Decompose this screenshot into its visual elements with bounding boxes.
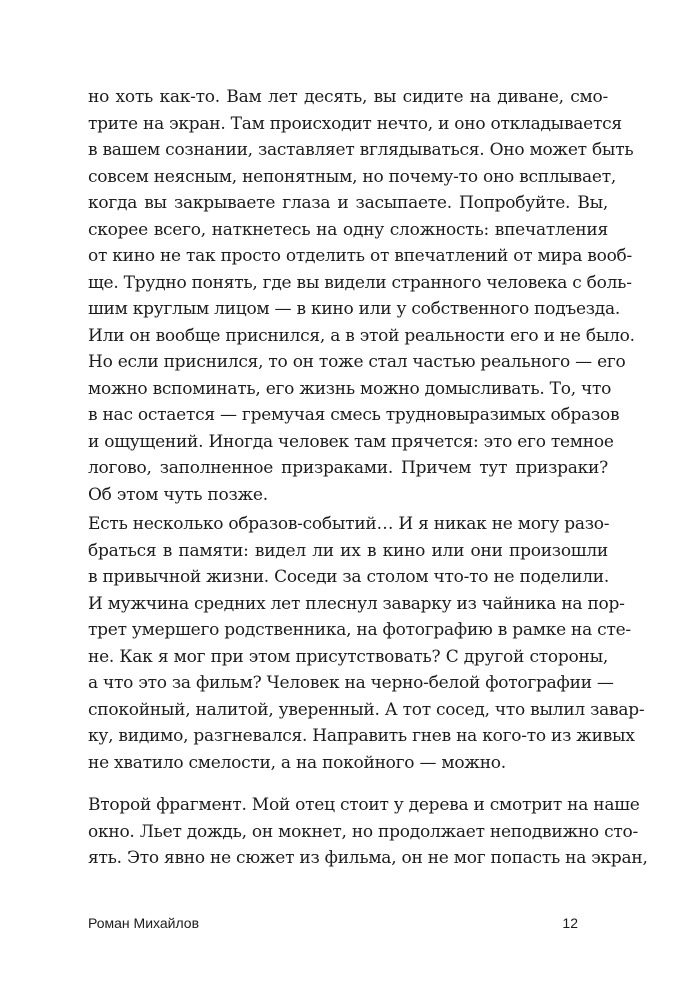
text-line: и ощущений. Иногда человек там прячется: это его темное <box>88 431 614 452</box>
text-line: не хватило смелости, а на покойного — можно. <box>88 752 506 773</box>
text-line: от кино не так просто отделить от впечатлений от мира вооб- <box>88 246 633 266</box>
paragraph-1 <box>88 84 635 508</box>
text-line: браться в памяти: видел ли их в кино или они произошли <box>88 540 608 561</box>
text-line: ку, видимо, разгневался. Направить гнев на кого-то из живых <box>88 726 635 746</box>
page-number: 12 <box>562 915 578 931</box>
text-line: можно вспоминать, его жизнь можно домысливать. То, что <box>88 378 612 399</box>
text-line: в вашем сознании, заставляет вглядываться. Оно может быть <box>88 140 634 160</box>
text-line: но хоть как-то. Вам лет десять, вы сидите на диване, смо- <box>88 87 608 107</box>
text-line: спокойный, налитой, уверенный. А тот сосед, что вылил завар- <box>88 699 645 720</box>
text-line: Есть несколько образов-событий… И я никак не могу разо- <box>88 514 610 534</box>
text-line: в нас остается — гремучая смесь трудновыразимых образов <box>88 405 620 425</box>
paragraph-2 <box>88 511 645 776</box>
text-line: ще. Трудно понять, где вы видели странного человека с боль- <box>88 272 632 293</box>
text-line: Второй фрагмент. Мой отец стоит у дерева и смотрит на наше <box>88 795 640 815</box>
text-line: окно. Льет дождь, он мокнет, но продолжает неподвижно сто- <box>88 821 638 842</box>
text-line: трите на экран. Там происходит нечто, и оно откладывается <box>88 113 622 134</box>
text-line: ять. Это явно не сюжет из фильма, он не мог попасть на экран, <box>88 848 648 868</box>
text-line: Или он вообще приснился, а в этой реальности его и не было. <box>88 325 635 346</box>
running-footer-author: Роман Михайлов <box>88 915 200 931</box>
text-line: а что это за фильм? Человек на черно-белой фотографии — <box>88 673 614 693</box>
text-line: когда вы закрываете глаза и засыпаете. Попробуйте. Вы, <box>88 193 608 213</box>
text-line: И мужчина средних лет плеснул заварку из чайника на пор- <box>88 593 625 614</box>
text-line: совсем неясным, непонятным, но почему-то оно всплывает, <box>88 166 617 187</box>
text-line: логово, заполненное призраками. Причем тут призраки? <box>88 458 608 478</box>
paragraph-3 <box>88 792 648 872</box>
text-line: скорее всего, наткнетесь на одну сложность: впечатления <box>88 219 608 240</box>
text-line: Но если приснился, то он тоже стал частью реального — его <box>88 352 626 372</box>
text-line: Об этом чуть позже. <box>88 484 268 505</box>
text-line: шим круглым лицом — в кино или у собственного подъезда. <box>88 299 621 319</box>
text-line: в привычной жизни. Соседи за столом что-то не поделили. <box>88 567 609 587</box>
text-line: трет умершего родственника, на фотографию в рамке на сте- <box>88 620 631 640</box>
text-line: не. Как я мог при этом присутствовать? С другой стороны, <box>88 646 608 667</box>
